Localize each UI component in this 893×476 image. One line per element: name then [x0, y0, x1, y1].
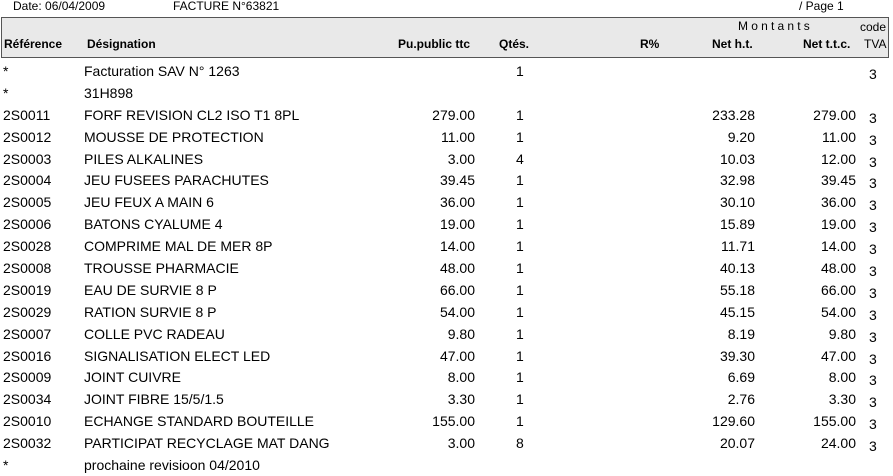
- row-pu-public: 14.00: [439, 238, 475, 255]
- row-net-ttc: 155.00: [813, 413, 856, 430]
- header-designation: Désignation: [87, 37, 156, 51]
- row-quantity: 1: [516, 413, 524, 430]
- row-reference: 2S0034: [3, 391, 52, 408]
- invoice-top-line: [0, 0, 893, 16]
- row-designation: Facturation SAV N° 1263: [84, 63, 240, 79]
- row-tva-code: 3: [869, 131, 877, 148]
- table-row: [0, 148, 893, 170]
- table-row: [0, 345, 893, 367]
- row-designation: MOUSSE DE PROTECTION: [84, 128, 264, 145]
- row-net-ht: 233.28: [712, 106, 755, 123]
- table-row: [0, 126, 893, 148]
- row-tva-code: 3: [869, 372, 877, 389]
- row-reference: 2S0006: [3, 216, 52, 233]
- row-reference: 2S0009: [3, 369, 52, 386]
- row-reference: 2S0010: [3, 413, 52, 430]
- row-reference: 2S0012: [3, 128, 52, 145]
- table-header: [1, 17, 889, 58]
- row-reference: 2S0019: [3, 281, 52, 298]
- row-designation: BATONS CYALUME 4: [84, 216, 223, 233]
- table-row: [0, 301, 893, 323]
- invoice-date: Date: 06/04/2009: [13, 0, 106, 13]
- table-row: [0, 169, 893, 191]
- row-pu-public: 279.00: [432, 106, 475, 123]
- header-reference: Référence: [4, 37, 63, 51]
- row-designation: JEU FEUX A MAIN 6: [84, 194, 214, 211]
- row-quantity: 1: [516, 325, 524, 342]
- row-reference: 2S0032: [3, 435, 52, 452]
- header-qtes: Qtés.: [499, 37, 530, 51]
- row-net-ht: 6.69: [727, 369, 755, 386]
- row-net-ttc: 279.00: [813, 106, 856, 123]
- row-net-ht: 40.13: [719, 260, 755, 277]
- row-designation: JOINT CUIVRE: [84, 369, 181, 386]
- row-net-ht: 39.30: [719, 347, 755, 364]
- row-quantity: 1: [516, 172, 524, 189]
- row-net-ttc: 48.00: [820, 260, 856, 277]
- table-row: [0, 257, 893, 279]
- row-pu-public: 47.00: [439, 347, 475, 364]
- row-net-ttc: 24.00: [820, 435, 856, 452]
- row-net-ttc: 47.00: [820, 347, 856, 364]
- row-pu-public: 11.00: [441, 128, 475, 145]
- table-row: [0, 432, 893, 454]
- header-net-ht: Net h.t.: [712, 37, 753, 51]
- row-net-ttc: 9.80: [828, 325, 856, 342]
- row-net-ht: 129.60: [712, 413, 755, 430]
- row-tva-code: 3: [869, 175, 877, 192]
- row-tva-code: 3: [869, 241, 877, 258]
- row-quantity: 4: [516, 150, 524, 167]
- row-quantity: 8: [516, 435, 524, 452]
- row-pu-public: 3.30: [447, 391, 475, 408]
- header-code: code: [860, 20, 887, 34]
- row-tva-code: 3: [869, 219, 877, 236]
- row-net-ht: 55.18: [719, 281, 755, 298]
- row-net-ht: 10.03: [719, 150, 755, 167]
- row-reference: 2S0011: [3, 106, 51, 123]
- row-quantity: 1: [516, 260, 524, 277]
- row-quantity: 1: [516, 347, 524, 364]
- row-tva-code: 3: [869, 263, 877, 280]
- row-net-ht: 8.19: [727, 325, 755, 342]
- row-net-ttc: 66.00: [820, 281, 856, 298]
- row-pu-public: 8.00: [447, 369, 475, 386]
- row-tva-code: 3: [869, 284, 877, 301]
- row-quantity: 1: [516, 238, 524, 255]
- row-pu-public: 39.45: [439, 172, 475, 189]
- table-row: [0, 191, 893, 213]
- row-net-ttc: 39.45: [820, 172, 856, 189]
- row-tva-code: 3: [869, 328, 877, 345]
- row-designation: COLLE PVC RADEAU: [84, 325, 225, 342]
- row-net-ttc: 36.00: [820, 194, 856, 211]
- invoice-number: FACTURE N°63821: [173, 0, 280, 13]
- row-net-ht: 9.20: [727, 128, 755, 145]
- row-tva-code: 3: [869, 109, 877, 126]
- header-pu-public: Pu.public ttc: [398, 37, 470, 51]
- row-designation: 31H898: [84, 84, 134, 101]
- row-quantity: 1: [516, 128, 524, 145]
- row-net-ttc: 12.00: [820, 150, 856, 167]
- row-net-ht: 2.76: [727, 391, 755, 408]
- table-row: [0, 235, 893, 257]
- row-designation: COMPRIME MAL DE MER 8P: [84, 238, 273, 255]
- row-net-ttc: 11.00: [822, 128, 856, 145]
- row-net-ttc: 19.00: [820, 216, 856, 233]
- row-quantity: 1: [516, 303, 524, 320]
- row-tva-code: 3: [869, 306, 877, 323]
- row-quantity: 1: [516, 281, 524, 298]
- row-net-ht: 15.89: [719, 216, 755, 233]
- table-row: [0, 323, 893, 345]
- row-tva-code: 3: [869, 197, 877, 214]
- row-net-ht: 45.15: [719, 303, 755, 320]
- row-reference: *: [3, 84, 9, 101]
- row-reference: 2S0008: [3, 260, 52, 277]
- row-net-ht: 20.07: [719, 435, 755, 452]
- table-row: [0, 104, 893, 126]
- invoice-lines: [0, 60, 893, 476]
- row-net-ttc: 8.00: [828, 369, 856, 386]
- row-tva-code: 3: [869, 153, 877, 170]
- row-pu-public: 19.00: [439, 216, 475, 233]
- row-net-ttc: 54.00: [820, 303, 856, 320]
- row-reference: 2S0003: [3, 150, 52, 167]
- table-row: [0, 60, 893, 82]
- table-row: [0, 410, 893, 432]
- row-net-ht: 32.98: [719, 172, 755, 189]
- row-pu-public: 48.00: [439, 260, 475, 277]
- table-row: [0, 279, 893, 301]
- row-designation: JEU FUSEES PARACHUTES: [84, 172, 269, 189]
- row-designation: FORF REVISION CL2 ISO T1 8PL: [84, 106, 300, 123]
- row-designation: SIGNALISATION ELECT LED: [84, 347, 271, 364]
- row-tva-code: 3: [869, 394, 877, 411]
- row-reference: 2S0005: [3, 194, 52, 211]
- row-quantity: 1: [516, 391, 524, 408]
- row-quantity: 1: [516, 194, 524, 211]
- row-pu-public: 9.80: [447, 325, 475, 342]
- table-row: [0, 454, 893, 476]
- row-reference: *: [3, 457, 9, 474]
- row-net-ttc: 14.00: [820, 238, 856, 255]
- row-net-ttc: 3.30: [828, 391, 856, 408]
- row-reference: 2S0028: [3, 238, 52, 255]
- row-net-ht: 30.10: [719, 194, 755, 211]
- row-reference: 2S0007: [3, 325, 52, 342]
- table-row: [0, 82, 893, 104]
- row-quantity: 1: [516, 63, 524, 79]
- table-row: [0, 213, 893, 235]
- row-tva-code: 3: [869, 438, 877, 455]
- row-reference: *: [3, 63, 9, 79]
- row-designation: EAU DE SURVIE 8 P: [84, 281, 217, 298]
- row-pu-public: 36.00: [439, 194, 475, 211]
- row-designation: JOINT FIBRE 15/5/1.5: [84, 391, 224, 408]
- header-remise: R%: [640, 37, 660, 51]
- row-tva-code: 3: [869, 416, 877, 433]
- row-pu-public: 54.00: [439, 303, 475, 320]
- row-pu-public: 155.00: [432, 413, 475, 430]
- row-reference: 2S0004: [3, 172, 52, 189]
- row-reference: 2S0016: [3, 347, 52, 364]
- row-tva-code: 3: [869, 350, 877, 367]
- row-designation: PARTICIPAT RECYCLAGE MAT DANG: [84, 435, 330, 452]
- row-pu-public: 3.00: [447, 435, 475, 452]
- row-designation: PILES ALKALINES: [84, 150, 204, 167]
- row-designation: RATION SURVIE 8 P: [84, 303, 217, 320]
- row-pu-public: 3.00: [447, 150, 475, 167]
- row-designation: ECHANGE STANDARD BOUTEILLE: [84, 413, 315, 430]
- table-row: [0, 388, 893, 410]
- row-net-ht: 11.71: [721, 238, 755, 255]
- header-montants: Montants: [738, 19, 813, 33]
- row-quantity: 1: [516, 106, 524, 123]
- row-pu-public: 66.00: [439, 281, 475, 298]
- table-row: [0, 366, 893, 388]
- page-indicator: / Page 1: [799, 0, 844, 13]
- header-net-ttc: Net t.t.c.: [803, 37, 851, 51]
- row-designation: prochaine revisioon 04/2010: [84, 457, 260, 474]
- row-tva-code: 3: [869, 66, 877, 82]
- row-quantity: 1: [516, 216, 524, 233]
- row-reference: 2S0029: [3, 303, 52, 320]
- row-designation: TROUSSE PHARMACIE: [84, 260, 239, 277]
- header-tva: TVA: [864, 37, 887, 51]
- row-quantity: 1: [516, 369, 524, 386]
